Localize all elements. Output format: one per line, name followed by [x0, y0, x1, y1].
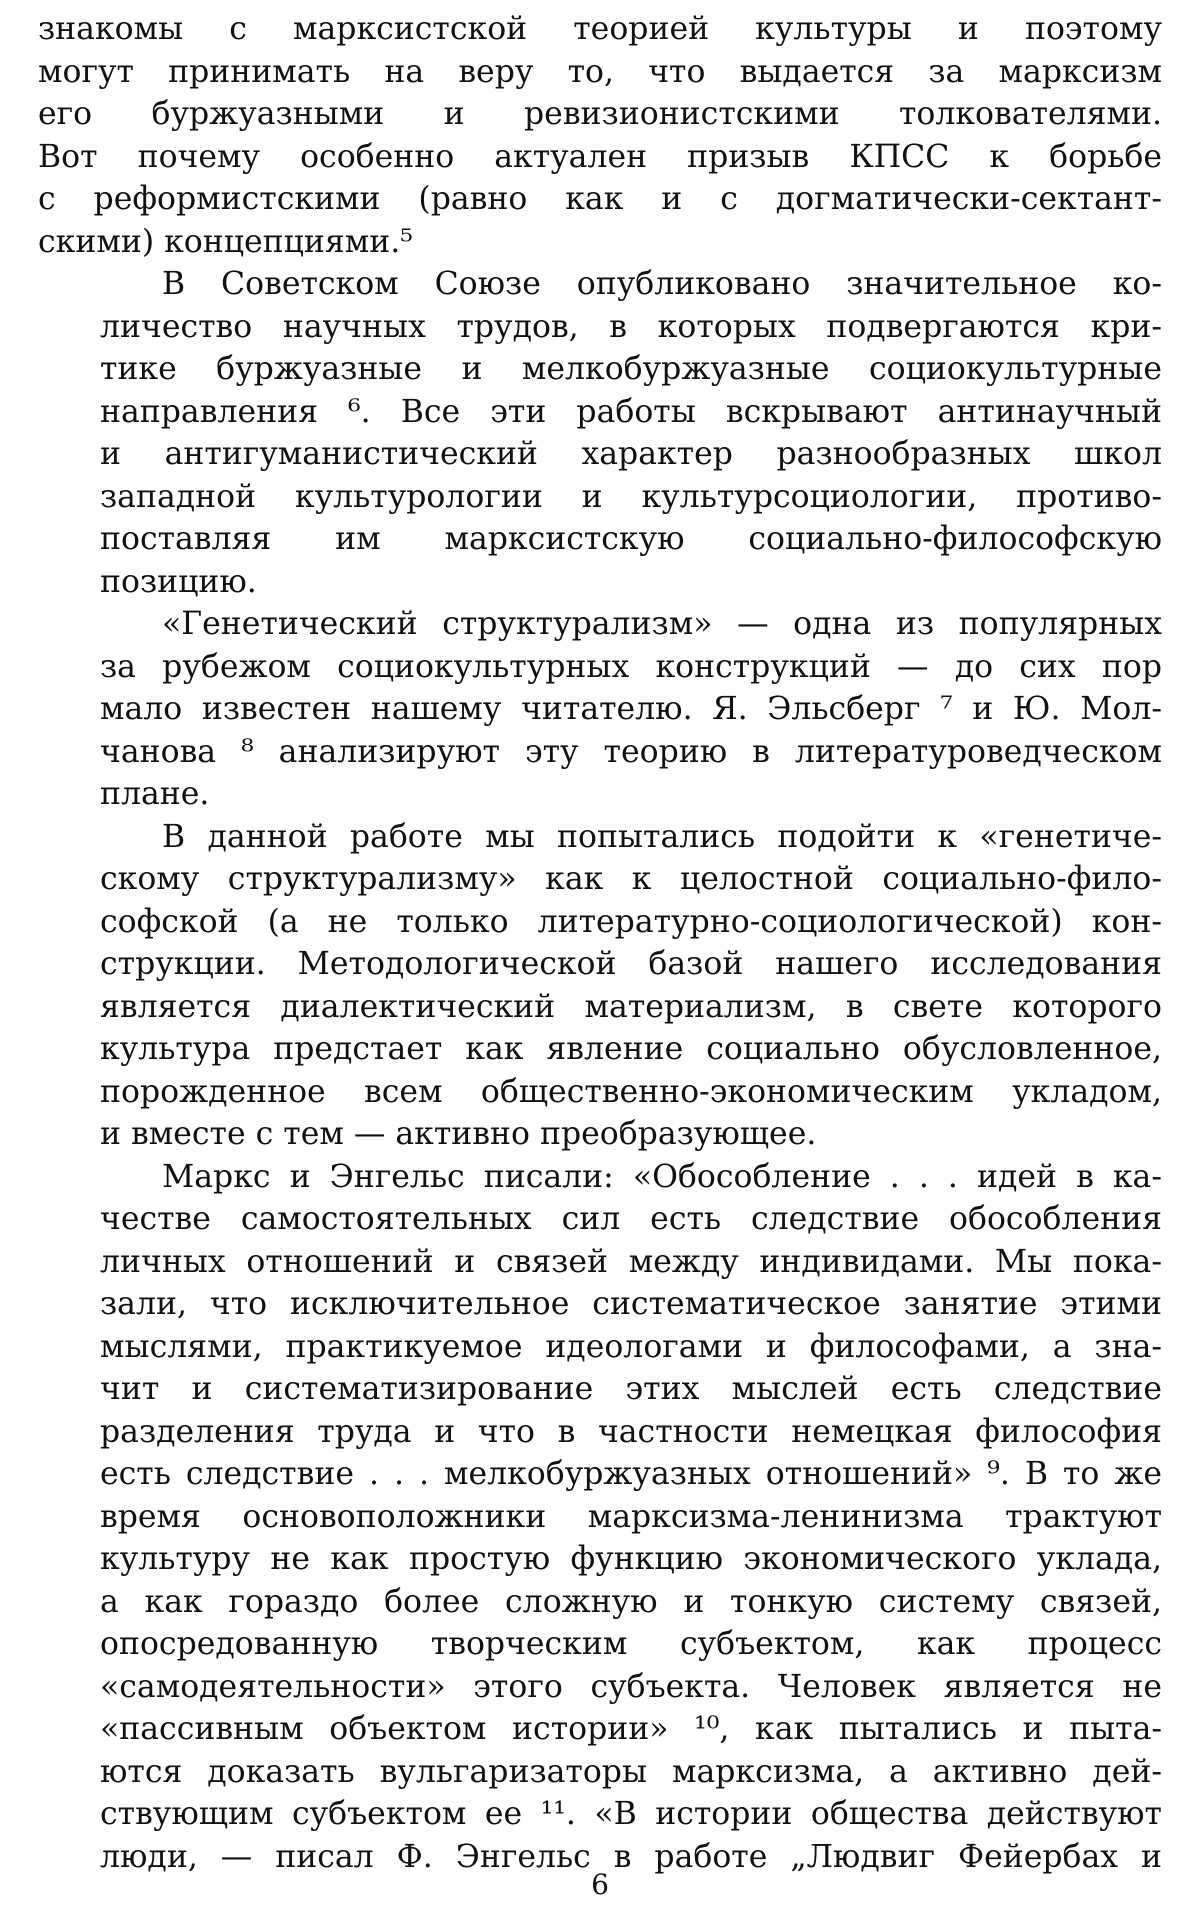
text-line: время основоположники марксизма-ленинизма трактуют: [100, 1498, 1162, 1535]
text-line: направления ⁶. Все эти работы вскрывают антинаучный: [100, 393, 1162, 430]
text-line: струкции. Методологической базой нашего исследования: [100, 946, 1162, 982]
text-line: разделения труда и что в частности немецкая философия: [100, 1413, 1162, 1450]
text-line: культура предстает как явление социально обусловленное,: [100, 1031, 1162, 1067]
text-line: В Советском Союзе опубликовано значительное ко-: [162, 266, 1162, 302]
text-line: ются доказать вульгаризаторы марксизма, а активно дей-: [100, 1753, 1162, 1790]
page-number: 6: [591, 1868, 609, 1901]
paragraph: [38, 603, 1162, 816]
text-line: чит и систематизирование этих мыслей есть следствие: [100, 1371, 1162, 1407]
text-line: тике буржуазные и мелкобуржуазные социокультурные: [100, 351, 1162, 387]
text-line: «Генетический структурализм» — одна из популярных: [162, 606, 1162, 642]
text-line: Маркс и Энгельс писали: «Обособление . . . идей в ка-: [162, 1158, 1162, 1195]
text-line: Вот почему особенно актуален призыв КПСС к борьбе: [38, 138, 1162, 175]
text-line: позицию.: [100, 563, 257, 600]
text-line: честве самостоятельных сил есть следствие обособления: [100, 1201, 1162, 1237]
text-line: скому структурализму» как к целостной социально-фило-: [100, 861, 1162, 897]
text-line: является диалектический материализм, в свете которого: [100, 988, 1162, 1025]
text-line: за рубежом социокультурных конструкций — до сих пор: [100, 648, 1162, 685]
text-line: «пассивным объектом истории» ¹⁰, как пытались и пыта-: [100, 1711, 1162, 1747]
text-line: культуру не как простую функцию экономического уклада,: [100, 1541, 1162, 1577]
text-line: чанова ⁸ анализируют эту теорию в литературоведческом: [100, 733, 1162, 770]
text-line: мыслями, практикуемое идеологами и философами, а зна-: [100, 1328, 1162, 1365]
text-line: ствующим субъектом ее ¹¹. «В истории общества действуют: [100, 1796, 1162, 1832]
text-line: порожденное всем общественно-экономическим укладом,: [100, 1073, 1162, 1110]
text-line: люди, — писал Ф. Энгельс в работе „Людвиг Фейербах и: [100, 1838, 1162, 1875]
paragraph: [38, 1156, 1162, 1879]
text-line: могут принимать на веру то, что выдается за марксизм: [38, 53, 1162, 90]
text-line: поставляя им марксистскую социально-философскую: [100, 521, 1162, 557]
paragraph: [38, 8, 1162, 263]
text-line: мало известен нашему читателю. Я. Эльсберг ⁷ и Ю. Мол-: [100, 691, 1162, 727]
paragraph: [38, 816, 1162, 1156]
text-line: опосредованную творческим субъектом, как процесс: [100, 1626, 1162, 1662]
text-line: его буржуазными и ревизионистскими толкователями.: [38, 96, 1162, 132]
text-line: В данной работе мы попытались подойти к «генетиче-: [162, 818, 1162, 855]
text-line: есть следствие . . . мелкобуржуазных отношений» ⁹. В то же: [100, 1456, 1162, 1492]
text-line: «самодеятельности» этого субъекта. Человек является не: [100, 1668, 1162, 1705]
text-line: софской (а не только литературно-социологической) кон-: [100, 903, 1162, 940]
text-line: скими) концепциями.⁵: [38, 223, 413, 260]
text-line: знакомы с марксистской теорией культуры и поэтому: [38, 11, 1162, 47]
page-body: [38, 8, 1162, 1878]
text-line: и вместе с тем — активно преобразующее.: [100, 1116, 817, 1152]
text-line: плане.: [100, 776, 210, 812]
text-line: и антигуманистический характер разнообразных школ: [100, 436, 1162, 472]
text-line: личество научных трудов, в которых подвергаются кри-: [100, 308, 1162, 345]
paragraph: [38, 263, 1162, 603]
text-line: личных отношений и связей между индивидами. Мы пока-: [100, 1243, 1162, 1280]
text-line: с реформистскими (равно как и с догматически-сектант-: [38, 181, 1162, 217]
text-line: западной культурологии и культурсоциологии, противо-: [100, 478, 1162, 515]
text-line: зали, что исключительное систематическое занятие этими: [100, 1286, 1162, 1322]
text-line: а как гораздо более сложную и тонкую систему связей,: [100, 1583, 1162, 1620]
